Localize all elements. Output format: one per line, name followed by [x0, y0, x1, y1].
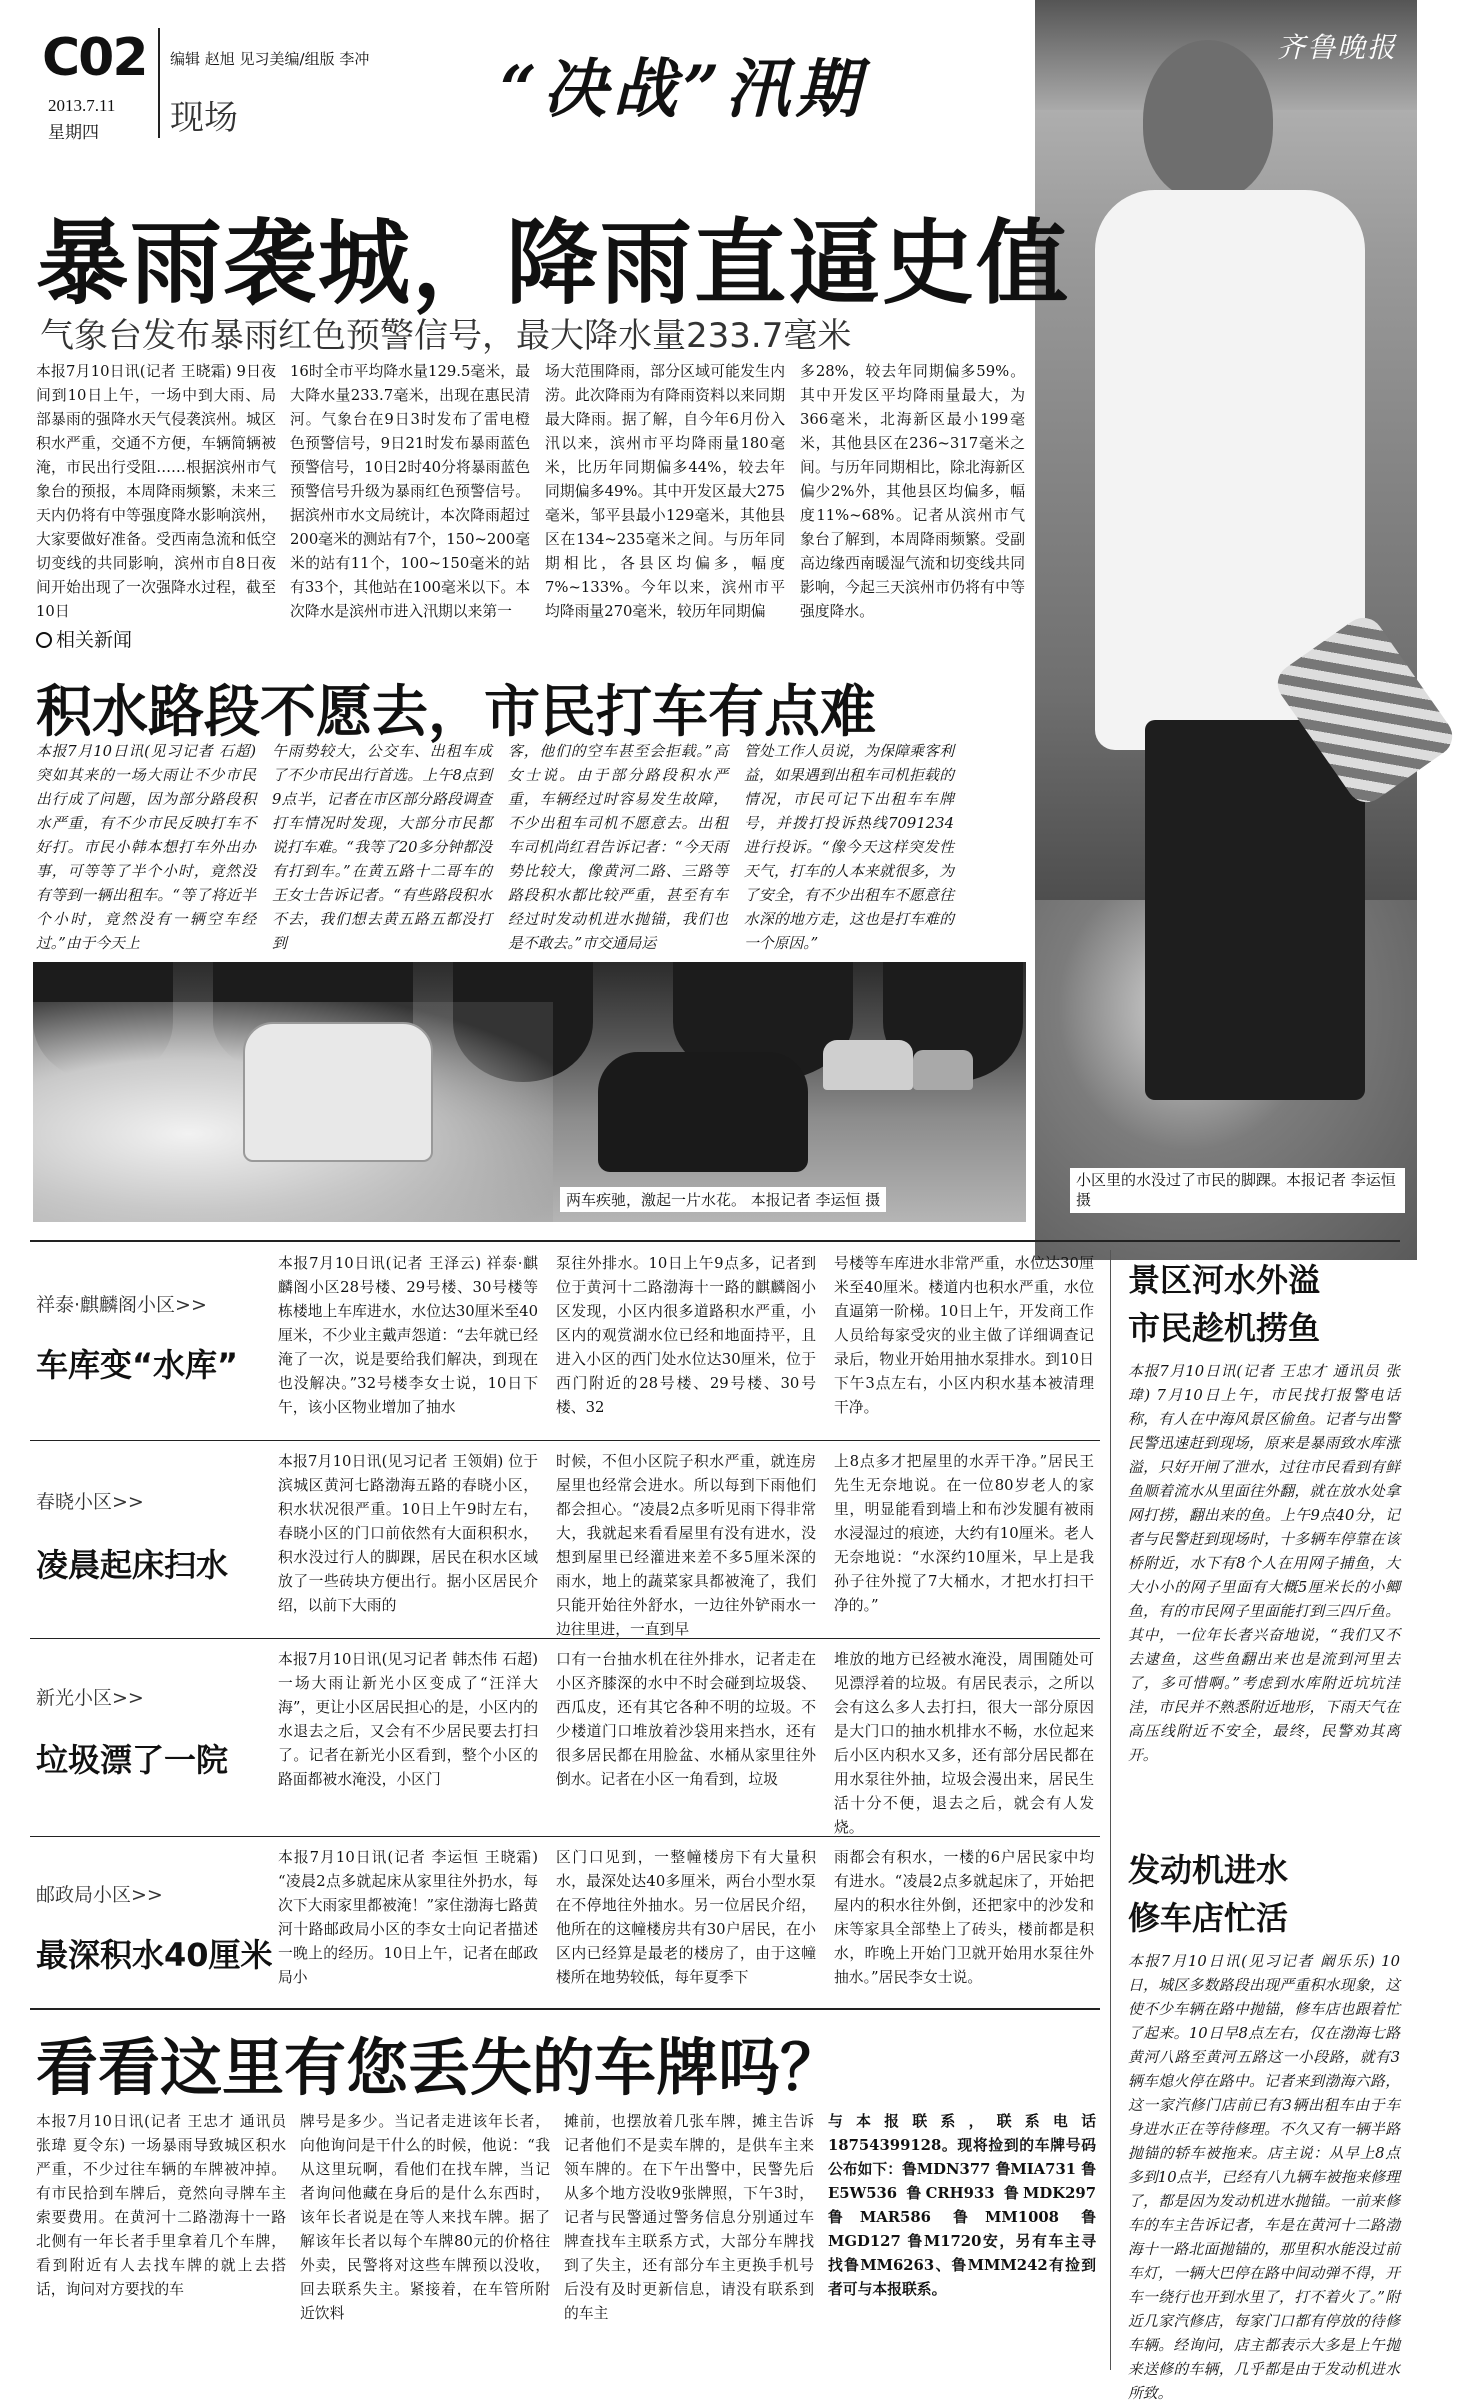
sidebar-2-headline: 发动机进水 修车店忙活	[1128, 1851, 1289, 1937]
place-label-1: 祥泰·麒麟阁小区>>	[36, 1294, 207, 1316]
main-story-col-1: 本报7月10日讯(记者 王晓霜) 9日夜间到10日上午，一场中到大雨、局部暴雨的强降水天气侵袭滨州。城区积水严重，交通不方便，车辆简辆被淹，市民出行受阻……根据滨州市气象台的预报，本周降雨频繁，未来三天内仍将有中等强度降水影响滨州，大家要做好准备。受西南急流和低空切变线的共同影响，滨州市自8日夜间开始出现了一次强降水过程，截至10日	[36, 363, 276, 620]
neighborhood-1-col-3: 号楼等车库进水非常严重，水位达30厘米至40厘米。楼道内也积水严重，水位直逼第一阶梯。10日上午，开发商工作人员给每家受灾的业主做了详细调查记录后，物业开始用抽水泵排水。到10日下午3点左右，小区内积水基本被清理干净。	[834, 1255, 1094, 1416]
issue-date: 2013.7.11	[48, 96, 116, 115]
neighborhood-3-col-2: 口有一台抽水机在往外排水，记者走在小区齐膝深的水中不时会碰到垃圾袋、西瓜皮，还有其它各种不明的垃圾。不少楼道门口堆放着沙袋用来挡水，还有很多居民都在用脸盆、水桶从家里往外倒水。记者在小区一角看到，垃圾	[556, 1651, 816, 1788]
main-story-col-3: 场大范围降雨，部分区域可能发生内涝。此次降雨为有降雨资料以来同期最大降雨。据了解，自今年6月份入汛以来，滨州市平均降雨量180毫米，比历年同期偏多44%，较去年同期偏多49%。其中开发区最大275毫米，邹平县最小129毫米，其他县区在134~235毫米之间。与历年同期相比，各县区均偏多，幅度7%~133%。今年以来，滨州市平均降雨量270毫米，较历年同期偏	[545, 363, 785, 620]
section-divider	[30, 1240, 1400, 1242]
place-label-4: 邮政局小区>>	[36, 1884, 163, 1906]
related-headline: 积水路段不愿去，市民打车有点难	[36, 680, 876, 745]
photo-caption-person: 小区里的水没过了市民的脚踝。本报记者 李运恒 摄	[1070, 1168, 1405, 1213]
photo-man-wading	[1035, 0, 1417, 1260]
place-label-3: 新光小区>>	[36, 1687, 144, 1709]
subhead-1: 车库变“水库”	[36, 1346, 239, 1384]
neighborhood-1-col-2: 泵往外排水。10日上午9点多，记者到位于黄河十二路渤海十一路的麒麟阁小区发现，小区内很多道路积水严重，小区内的观赏湖水位已经和地面持平，且进入小区的西门处水位达30厘米，位于西门附近的28号楼、29号楼、30号楼、32	[556, 1255, 816, 1416]
main-story-col-2: 16时全市平均降水量129.5毫米，最大降水量233.7毫米，出现在惠民清河。气象台在9日3时发布了雷电橙色预警信号，9日21时发布暴雨蓝色预警信号，10日2时40分将暴雨蓝色预警信号升级为暴雨红色预警信号。据滨州市水文局统计，本次降雨超过200毫米的测站有7个，150~200毫米的站有11个，100~150毫米的站有33个，其他站在100毫米以下。本次降水是滨州市进入汛期以来第一	[290, 363, 530, 620]
subhead-2: 凌晨起床扫水	[36, 1546, 229, 1584]
main-subheadline: 气象台发布暴雨红色预警信号，最大降水量233.7毫米	[40, 316, 852, 356]
sidebar-1-text: 本报7月10日讯(记者 王忠才 通讯员 张瑋) 7月10日上午，市民找打报警电话称，有人在中海风景区偷鱼。记者与出警民警迅速赶到现场，原来是暴雨致水库涨溢，只好开闸了泄水，过往市民看到有鲜鱼顺着流水从里面往外翻，就在放水处拿网打捞，翻出来的鱼。上午9点40分，记者与民警赶到现场时，十多辆车停靠在该桥附近，水下有8个人在用网子捕鱼，大大小小的网子里面有大概5厘米长的小鲫鱼，有的市民网子里面能打到三四斤鱼。其中，一位年长者兴奋地说，“我们又不去逮鱼，这些鱼翻出来也是流到河里去了，多可惜啊。”考虑到水库附近坑坑洼洼，市民并不熟悉附近地形，下雨天气在高压线附近不安全，最终，民警劝其离开。	[1128, 1363, 1400, 1764]
page-number: C02	[42, 28, 147, 88]
related-col-3: 客，他们的空车甚至会拒载。”高女士说。由于部分路段积水严重，车辆经过时容易发生故障，不少出租车司机不愿意去。出租车司机尚红君告诉记者：“今天雨势比较大，像黄河二路、三路等路段积水都比较严重，甚至有车经过时发动机进水抛锚，我们也是不敢去。”市交通局运	[508, 743, 728, 952]
neighborhood-2-col-1: 本报7月10日讯(见习记者 王领娟) 位于滨城区黄河七路渤海五路的春晓小区，积水状况很严重。10日上午9时左右，春晓小区的门口前依然有大面积积水，积水没过行人的脚踝，居民在积水区域放了一些砖块方便出行。据小区居民介绍，以前下大雨的	[278, 1453, 538, 1614]
editor-credits: 编辑 赵旭 见习美编/组版 李冲	[170, 50, 370, 68]
plates-col-2: 牌号是多少。当记者走进该年长者，向他询问是干什么的时候，他说：“我从这里玩啊，看他们在找车牌，当记者询问他藏在身后的是什么东西时，该年长者说是在等人来找车牌。据了解该年长者以每个车牌80元的价格往外卖，民警将对这些车牌预以没收，回去联系失主。紧接着，在车管所附近饮料	[300, 2113, 550, 2322]
place-label-2: 春晓小区>>	[36, 1491, 144, 1513]
plates-headline: 看看这里有您丢失的车牌吗？	[36, 2031, 843, 2104]
main-story-col-4: 多28%，较去年同期偏多59%。其中开发区平均降雨量最大，为366毫米，北海新区最小199毫米，其他县区在236~317毫米之间。与历年同期相比，除北海新区偏少2%外，其他县区均偏多，幅度11%~68%。记者从滨州市气象台了解到，本周降雨频繁。受副高边缘西南暖湿气流和切变线共同影响，今起三天滨州市仍将有中等强度降水。	[800, 363, 1025, 620]
neighborhood-2-col-2: 时候，不但小区院子积水严重，就连房屋里也经常会进水。所以每到下雨他们都会担心。“凌晨2点多听见雨下得非常大，我就起来看看屋里有没有进水，没想到屋里已经灌进来差不多5厘米深的雨水，地上的蔬菜家具都被淹了，我们只能开始往外舒水，一边往外铲雨水一边往里进，一直到早	[556, 1453, 816, 1638]
page-kicker: “决战”汛期	[500, 52, 866, 127]
masthead-divider	[158, 28, 160, 138]
neighborhood-3-col-1: 本报7月10日讯(见习记者 韩杰伟 石超) 一场大雨让新光小区变成了“汪洋大海”，更让小区居民担心的是，小区内的水退去之后，又会有不少居民要去打扫了。记者在新光小区看到，整个小区的路面都被水淹没，小区门	[278, 1651, 538, 1788]
sidebar-divider	[1110, 1250, 1111, 2370]
paper-name: 齐鲁晚报	[1276, 31, 1397, 64]
related-col-4: 管处工作人员说，为保障乘客利益，如果遇到出租车司机拒载的情况，市民可记下出租车车牌号，并拨打投诉热线7091234进行投诉。“像今天这样突发性天气，打车的人本来就很多，为了安全，有不少出租车不愿意往水深的地方走，这也是打车难的一个原因。”	[744, 743, 954, 952]
subhead-3: 垃圾漂了一院	[36, 1741, 229, 1779]
white-van	[243, 1022, 433, 1162]
related-col-2: 午雨势较大，公交车、出租车成了不少市民出行首选。上午8点到9点半，记者在市区部分路段调查打车情况时发现，大部分市民都说打车难。“我等了20多分钟都没有打到车。”在黄五路十二哥车的王女士告诉记者。“有些路段积水不去，我们想去黄五路五都没打到	[272, 743, 492, 952]
neighborhood-3-col-3: 堆放的地方已经被水淹没，周围随处可见漂浮着的垃圾。有居民表示，之所以会有这么多人去打扫，很大一部分原因是大门口的抽水机排水不畅，水位起来后小区内积水又多，还有部分居民都在用水泵往外抽，垃圾会漫出来，居民生活十分不便，退去之后，就会有人发烧。	[834, 1651, 1094, 1836]
section-label: 现场	[170, 98, 238, 138]
plates-col-3: 摊前，也摆放着几张车牌，摊主告诉记者他们不是卖车牌的，是供车主来领车牌的。在下午出警中，民警先后从多个地方没收9张牌照，下午3时，记者与民警通过警务信息分别通过车牌查找车主联系方式，大部分车牌找到了失主，还有部分车主更换手机号后没有及时更新信息，请没有联系到的车主	[564, 2113, 814, 2322]
neighborhood-1-col-1: 本报7月10日讯(记者 王泽云) 祥泰·麒麟阁小区28号楼、29号楼、30号楼等栋楼地上车库进水，水位达30厘米至40厘米，不少业主戴声怨道：“去年就已经淹了一次，说是要给我们解决，到现在也没解决。”32号楼李女士说，10日下午，该小区物业增加了抽水	[278, 1255, 538, 1416]
photo-caption-cars: 两车疾驰，激起一片水花。 本报记者 李运恒 摄	[560, 1187, 886, 1212]
subhead-4: 最深积水40厘米	[36, 1936, 273, 1974]
sidebar-1-headline: 景区河水外溢 市民趁机捞鱼	[1128, 1261, 1321, 1347]
bullet-icon	[36, 632, 52, 648]
related-col-1: 本报7月10日讯(见习记者 石超) 突如其来的一场大雨让不少市民出行成了问题，因为部分路段积水严重，有不少市民反映打车不好打。市民小韩本想打车外出办事，可等等了半个小时，竟然没有等到一辆出租车。“等了将近半个小时，竟然没有一辆空车经过。”由于今天上	[36, 743, 256, 952]
main-headline: 暴雨袭城，降雨直逼史值	[36, 210, 1071, 317]
plates-col-1: 本报7月10日讯(记者 王忠才 通讯员 张瑋 夏令东) 一场暴雨导致城区积水严重，不少过往车辆的车牌被冲掉。有市民拾到车牌后，竟然向寻牌车主索要费用。在黄河十二路渤海十一路北侧有一年长者手里拿着几个车牌，看到附近有人去找车牌的就上去搭话，询问对方要找的车	[36, 2113, 286, 2298]
black-suv	[598, 1052, 808, 1172]
neighborhood-4-col-1: 本报7月10日讯(记者 李运恒 王晓霜) “凌晨2点多就起床从家里往外扔水，每次下大雨家里都被淹！”家住渤海七路黄河十路邮政局小区的李女士向记者描述一晚上的经历。10日上午，记者在邮政局小	[278, 1849, 538, 1986]
neighborhood-4-col-2: 区门口见到，一整幢楼房下有大量积水，最深处达40多厘米，两台小型水泵在不停地往外抽水。另一位居民介绍，他所在的这幢楼房共有30户居民，在小区内已经算是最老的楼房了，由于这幢楼所在地势较低，每年夏季下	[556, 1849, 816, 1986]
related-news-tag: 相关新闻	[36, 625, 132, 652]
neighborhood-4-col-3: 雨都会有积水，一楼的6户居民家中均有进水。“凌晨2点多就起床了，开始把屋内的积水往外倒，还把家中的沙发和床等家具全部垫上了砖头，楼前都是积水，昨晚上开始门卫就开始用水泵往外抽水。”居民李女士说。	[834, 1849, 1094, 1986]
issue-weekday: 星期四	[48, 123, 99, 143]
neighborhood-2-col-3: 上8点多才把屋里的水弄干净。”居民王先生无奈地说。在一位80岁老人的家里，明显能看到墙上和布沙发腿有被雨水浸湿过的痕迹，大约有10厘米。老人无奈地说：“水深约10厘米，早上是我孙子往外搅了7大桶水，才把水打扫干净的。”	[834, 1453, 1094, 1614]
plates-col-4: 与本报联系，联系电话18754399128。现将捡到的车牌号码公布如下：鲁MDN377 鲁MIA731 鲁E5W536 鲁CRH933 鲁MDK297 鲁MAR586 鲁MM1008 鲁MGD127 鲁M1720安，另有车主寻找鲁MM6263、鲁MMM242有捡到者可与本报联系。	[828, 2113, 1096, 2298]
sidebar-2-text: 本报7月10日讯(见习记者 阚乐乐) 10日，城区多数路段出现严重积水现象，这使不少车辆在路中抛锚，修车店也跟着忙了起来。10日早8点左右，仅在渤海七路黄河八路至黄河五路这一小段路，就有3辆车熄火停在路中。记者来到渤海六路，这一家汽修门店前已有3辆出租车由于车身进水正在等待修理。不久又有一辆半路抛锚的轿车被拖来。店主说：从早上8点多到10点半，已经有八九辆车被拖来修理了，都是因为发动机进水抛锚。一前来修车的车主告诉记者，车是在黄河十二路渤海十一路北面抛锚的，那里积水能没过前车灯，一辆大巴停在路中间动弹不得，开车一绕行也开到水里了，打不着火了。”附近几家汽修店，每家门口都有停放的待修车辆。经询问，店主都表示大多是上午抛来送修的车辆，几乎都是由于发动机进水所致。	[1128, 1953, 1400, 2402]
photo-cars-splashing	[33, 962, 1026, 1222]
